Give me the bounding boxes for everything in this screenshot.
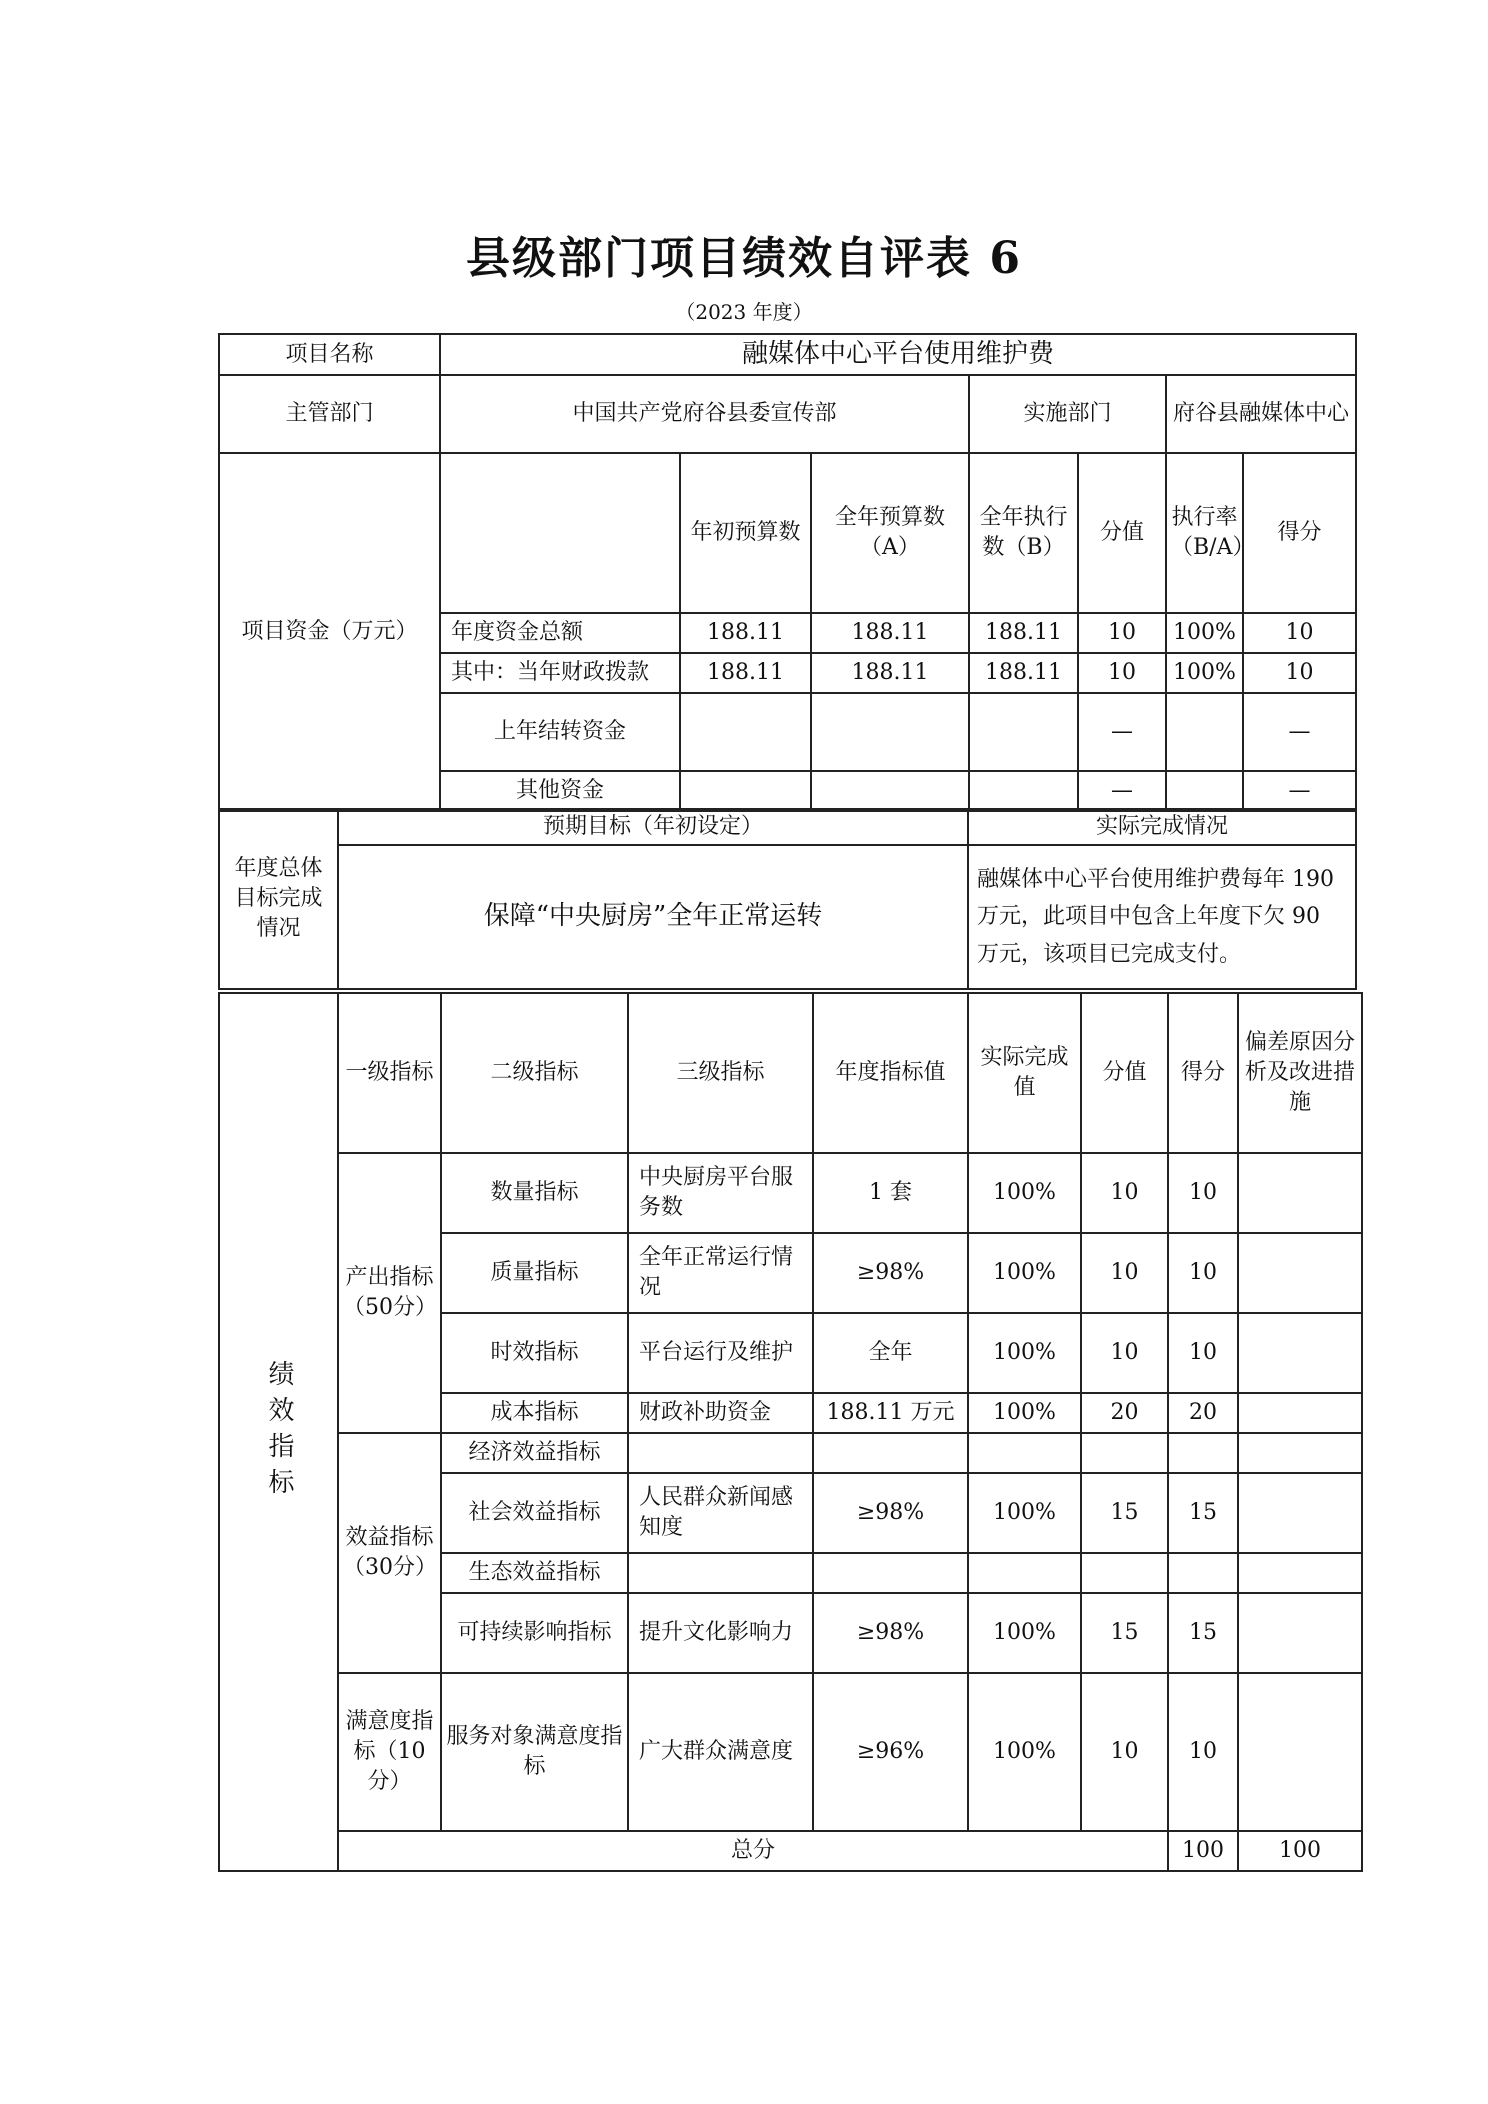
perf-header: 得分: [1168, 993, 1238, 1153]
perf-header: 三级指标: [628, 993, 813, 1153]
perf-actual: 100%: [968, 1473, 1081, 1553]
funds-cell: 188.11: [969, 653, 1078, 693]
perf-l2: 时效指标: [441, 1313, 628, 1393]
perf-note: [1238, 1433, 1362, 1473]
funds-cell: [969, 693, 1078, 771]
perf-target: 188.11 万元: [813, 1393, 968, 1433]
perf-label: 绩效指标: [219, 993, 338, 1871]
perf-actual: 100%: [968, 1233, 1081, 1313]
funds-cell: 10: [1078, 613, 1166, 653]
dept-value: 中国共产党府谷县委宣传部: [440, 375, 969, 453]
impl-dept-value: 府谷县融媒体中心: [1166, 375, 1356, 453]
perf-header: 二级指标: [441, 993, 628, 1153]
project-name-label: 项目名称: [219, 334, 440, 375]
perf-l3: 广大群众满意度: [628, 1673, 813, 1831]
project-funds-table: [218, 333, 1357, 812]
funds-header: 年初预算数: [680, 453, 811, 613]
perf-l3: 提升文化影响力: [628, 1593, 813, 1673]
perf-actual: 100%: [968, 1153, 1081, 1233]
perf-l2: 社会效益指标: [441, 1473, 628, 1553]
dept-label: 主管部门: [219, 375, 440, 453]
funds-cell: —: [1078, 771, 1166, 811]
perf-header: 实际完成值: [968, 993, 1081, 1153]
funds-header: 执行率（B/A）: [1166, 453, 1243, 613]
perf-actual: [968, 1553, 1081, 1593]
perf-value: 10: [1081, 1673, 1168, 1831]
perf-score: [1168, 1553, 1238, 1593]
perf-value: 15: [1081, 1473, 1168, 1553]
perf-score: 10: [1168, 1153, 1238, 1233]
perf-score: [1168, 1433, 1238, 1473]
perf-value: 10: [1081, 1313, 1168, 1393]
funds-cell: 100%: [1166, 613, 1243, 653]
funds-cell: 188.11: [811, 653, 969, 693]
perf-l3: 中央厨房平台服务数: [628, 1153, 813, 1233]
perf-note: [1238, 1393, 1362, 1433]
perf-score: 10: [1168, 1673, 1238, 1831]
total-label: 总分: [338, 1831, 1168, 1871]
goals-actual: 融媒体中心平台使用维护费每年 190 万元，此项目中包含上年度下欠 90 万元，该项目已完成支付。: [968, 845, 1356, 989]
perf-table: [218, 992, 1363, 1872]
perf-header: 偏差原因分析及改进措施: [1238, 993, 1362, 1153]
funds-cell: —: [1243, 693, 1356, 771]
perf-actual: 100%: [968, 1393, 1081, 1433]
funds-row-name: 上年结转资金: [440, 693, 680, 771]
funds-label: 项目资金（万元）: [219, 453, 440, 811]
funds-row-name: 其他资金: [440, 771, 680, 811]
perf-value: [1081, 1553, 1168, 1593]
perf-l2: 质量指标: [441, 1233, 628, 1313]
funds-row-name: 年度资金总额: [440, 613, 680, 653]
perf-target: [813, 1433, 968, 1473]
funds-cell: [680, 693, 811, 771]
perf-actual: [968, 1433, 1081, 1473]
perf-l2: 可持续影响指标: [441, 1593, 628, 1673]
perf-header: 年度指标值: [813, 993, 968, 1153]
funds-cell: 188.11: [969, 613, 1078, 653]
perf-header: 一级指标: [338, 993, 441, 1153]
goals-actual-header: 实际完成情况: [968, 809, 1356, 845]
funds-cell: [811, 771, 969, 811]
funds-cell: 188.11: [811, 613, 969, 653]
page-title: 县级部门项目绩效自评表 6: [466, 233, 1022, 284]
total-score: 100: [1238, 1831, 1362, 1871]
perf-target: ≥96%: [813, 1673, 968, 1831]
funds-header: 全年预算数（A）: [811, 453, 969, 613]
impl-dept-label: 实施部门: [969, 375, 1166, 453]
funds-row-name: 其中：当年财政拨款: [440, 653, 680, 693]
perf-l2: 服务对象满意度指标: [441, 1673, 628, 1831]
goals-expected: 保障“中央厨房”全年正常运转: [338, 845, 968, 989]
funds-cell: [1166, 771, 1243, 811]
perf-l3: [628, 1433, 813, 1473]
funds-cell: 188.11: [680, 653, 811, 693]
funds-cell: [680, 771, 811, 811]
perf-score: 20: [1168, 1393, 1238, 1433]
perf-target: 全年: [813, 1313, 968, 1393]
funds-cell: 10: [1243, 613, 1356, 653]
goals-label: 年度总体目标完成情况: [219, 809, 338, 989]
funds-header: 得分: [1243, 453, 1356, 613]
project-name-value: 融媒体中心平台使用维护费: [440, 334, 1356, 375]
perf-score: 15: [1168, 1473, 1238, 1553]
funds-cell: [969, 771, 1078, 811]
perf-l3: 人民群众新闻感知度: [628, 1473, 813, 1553]
perf-value: 10: [1081, 1233, 1168, 1313]
perf-l2: 数量指标: [441, 1153, 628, 1233]
perf-value: 20: [1081, 1393, 1168, 1433]
funds-header: 全年执行数（B）: [969, 453, 1078, 613]
perf-target: [813, 1553, 968, 1593]
funds-header: 分值: [1078, 453, 1166, 613]
funds-cell: 188.11: [680, 613, 811, 653]
perf-l3: 平台运行及维护: [628, 1313, 813, 1393]
funds-cell: 10: [1078, 653, 1166, 693]
perf-score: 10: [1168, 1233, 1238, 1313]
perf-note: [1238, 1473, 1362, 1553]
perf-target: ≥98%: [813, 1473, 968, 1553]
perf-target: ≥98%: [813, 1233, 968, 1313]
perf-header: 分值: [1081, 993, 1168, 1153]
funds-cell: —: [1078, 693, 1166, 771]
funds-cell: —: [1243, 771, 1356, 811]
perf-value: [1081, 1433, 1168, 1473]
perf-l2: 成本指标: [441, 1393, 628, 1433]
perf-group-name: 效益指标（30分）: [338, 1433, 441, 1673]
funds-cell: [811, 693, 969, 771]
funds-header-blank: [440, 453, 680, 613]
perf-note: [1238, 1313, 1362, 1393]
goals-expected-header: 预期目标（年初设定）: [338, 809, 968, 845]
year-subtitle: （2023 年度）: [675, 300, 813, 324]
perf-score: 10: [1168, 1313, 1238, 1393]
perf-note: [1238, 1553, 1362, 1593]
perf-l2: 经济效益指标: [441, 1433, 628, 1473]
perf-note: [1238, 1673, 1362, 1831]
perf-actual: 100%: [968, 1313, 1081, 1393]
perf-l3: 财政补助资金: [628, 1393, 813, 1433]
perf-score: 15: [1168, 1593, 1238, 1673]
perf-value: 10: [1081, 1153, 1168, 1233]
perf-note: [1238, 1593, 1362, 1673]
funds-cell: 100%: [1166, 653, 1243, 693]
perf-target: 1 套: [813, 1153, 968, 1233]
goals-table: [218, 808, 1357, 990]
total-value: 100: [1168, 1831, 1238, 1871]
perf-value: 15: [1081, 1593, 1168, 1673]
perf-group-name: 满意度指标（10分）: [338, 1673, 441, 1831]
perf-l3: [628, 1553, 813, 1593]
perf-note: [1238, 1233, 1362, 1313]
perf-actual: 100%: [968, 1593, 1081, 1673]
perf-l3: 全年正常运行情况: [628, 1233, 813, 1313]
funds-cell: [1166, 693, 1243, 771]
perf-target: ≥98%: [813, 1593, 968, 1673]
perf-group-name: 产出指标（50分）: [338, 1153, 441, 1433]
perf-actual: 100%: [968, 1673, 1081, 1831]
funds-cell: 10: [1243, 653, 1356, 693]
perf-l2: 生态效益指标: [441, 1553, 628, 1593]
perf-note: [1238, 1153, 1362, 1233]
